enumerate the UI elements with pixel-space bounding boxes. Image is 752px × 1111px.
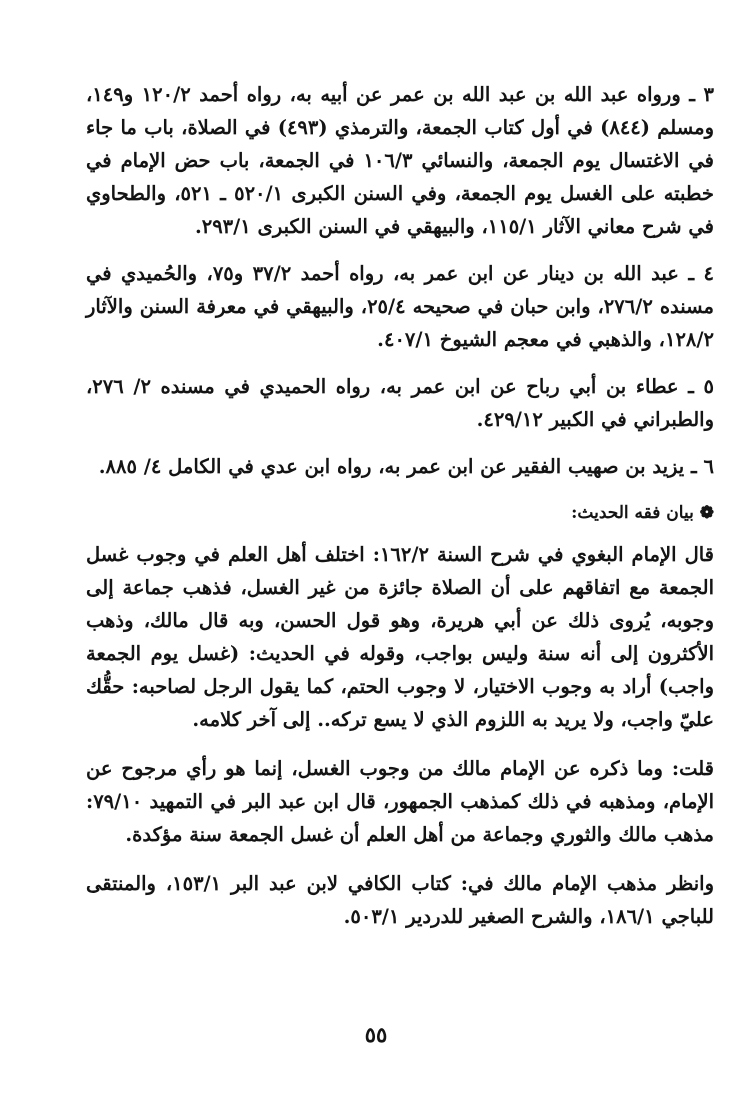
section-heading-fiqh: ❁ بيان فقه الحديث:	[571, 503, 714, 523]
body-paragraph-malik: قلت: وما ذكره عن الإمام مالك من وجوب الغسل، إنما هو رأي مرجوح عن الإمام، ومذهبه في ذلك كمذهب الجمهور، قال ابن عبد البر في التمهيد ٧٩/١٠: مذهب مالك والثوري وجماعة من أهل العلم أن غسل الجمعة سنة مؤكدة.	[86, 757, 714, 846]
body-paragraph-references: وانظر مذهب الإمام مالك في: كتاب الكافي لابن عبد البر ١٥٣/١، والمنتقى للباجي ١٨٦/١، والشرح الصغير للدردير ٥٠٣/١.	[86, 872, 714, 928]
reference-5-paragraph: ٥ ـ عطاء بن أبي رباح عن ابن عمر به، رواه الحميدي في مسنده ٢/ ٢٧٦، والطبراني في الكبير ٤٢٩/١٢.	[86, 375, 714, 431]
reference-4-paragraph: ٤ ـ عبد الله بن دينار عن ابن عمر به، رواه أحمد ٣٧/٢ و٧٥، والحُميدي في مسنده ٢٧٦/٢، وابن حبان في صحيحه ٢٥/٤، والبيهقي في معرفة السنن والآثار ١٢٨/٢، والذهبي في معجم الشيوخ ٤٠٧/١.	[86, 262, 714, 351]
body-paragraph-baghawi: قال الإمام البغوي في شرح السنة ١٦٢/٢: اختلف أهل العلم في وجوب غسل الجمعة مع اتفاقهم على أن الصلاة جائزة من غير الغسل، فذهب جماعة إلى وجوبه، يُروى ذلك عن أبي هريرة، وهو قول الحسن، وبه قال مالك، وذهب الأكثرون إلى أنه سنة وليس بواجب، وقوله في الحديث: (غسل يوم الجمعة واجب) أراد به وجوب الاختيار، لا وجوب الحتم، كما يقول الرجل لصاحبه: حقُّك عليّ واجب، ولا يريد به اللزوم الذي لا يسع تركه.. إلى آخر كلامه.	[86, 543, 714, 731]
page-content	[86, 78, 714, 949]
reference-6-paragraph: ٦ ـ يزيد بن صهيب الفقير عن ابن عمر به، رواه ابن عدي في الكامل ٤/ ٨٨٥.	[98, 455, 714, 478]
reference-3-paragraph: ٣ ـ ورواه عبد الله بن عبد الله بن عمر عن أبيه به، رواه أحمد ١٢٠/٢ و١٤٩، ومسلم (٨٤٤) في أول كتاب الجمعة، والترمذي (٤٩٣) في الصلاة، باب ما جاء في الاغتسال يوم الجمعة، والنسائي ١٠٦/٣ في الجمعة، باب حض الإمام في خطبته على الغسل يوم الجمعة، وفي السنن الكبرى ٥٢٠/١ ـ ٥٢١، والطحاوي في شرح معاني الآثار ١١٥/١، والبيهقي في السنن الكبرى ٢٩٣/١.	[86, 83, 714, 238]
page-number: ٥٥	[364, 1022, 388, 1047]
